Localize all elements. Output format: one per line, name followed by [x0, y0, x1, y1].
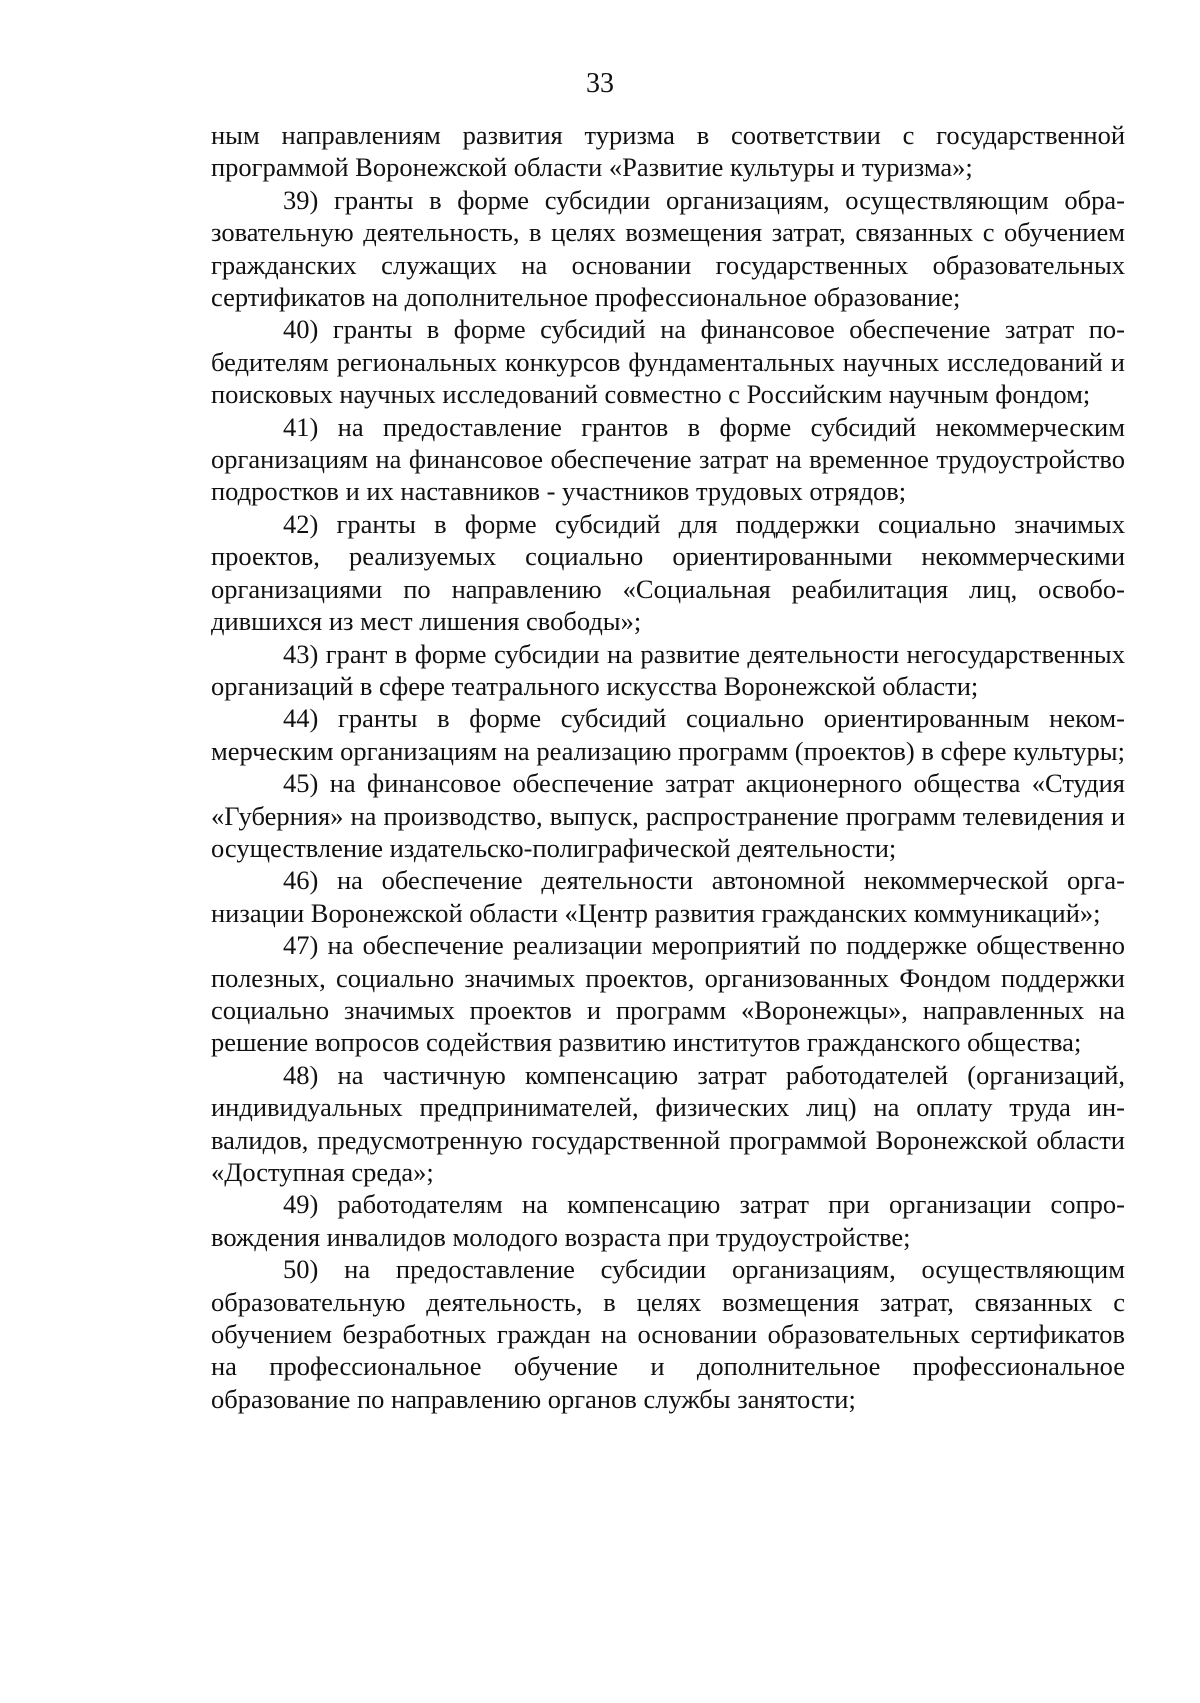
paragraph-item-47: 47) на обеспечение реализации мероприятий по поддержке общественно полезных, социально значимых проектов, организованных Фондом поддержки социально значимых проектов и программ «Воронежцы», направленных на решение вопросов содействия развитию институтов гражданского общества;	[211, 930, 1125, 1058]
paragraph-item-44: 44) гранты в форме субсидий социально ориентированным некоммерческим организациям на реализацию программ (проектов) в сфере культуры;	[211, 703, 1125, 766]
paragraph-item-39: 39) гранты в форме субсидии организациям, осуществляющим образовательную деятельность, в целях возмещения затрат, связанных с обучением гражданских служащих на основании государственных образовательных сертификатов на дополнительное профессиональное образование;	[211, 184, 1125, 313]
paragraph-item-46: 46) на обеспечение деятельности автономной некоммерческой организации Воронежской области «Центр развития гражданских коммуникаций»;	[211, 865, 1125, 928]
paragraph-item-40: 40) гранты в форме субсидий на финансовое обеспечение затрат победителям региональных конкурсов фундаментальных научных исследований и поисковых научных исследований совместно с Российским научным фондом;	[211, 314, 1125, 410]
paragraph-item-43: 43) грант в форме субсидии на развитие деятельности негосударственных организаций в сфере театрального искусства Воронежской области;	[211, 638, 1125, 701]
paragraph-item-45: 45) на финансовое обеспечение затрат акционерного общества «Студия «Губерния» на производство, выпуск, распространение программ телевидения и осуществление издательско-полиграфической деятельности;	[211, 768, 1125, 863]
paragraph-item-42: 42) гранты в форме субсидий для поддержки социально значимых проектов, реализуемых социально ориентированными некоммерческими организациями по направлению «Социальная реабилитация лиц, освободившихся из мест лишения свободы»;	[211, 508, 1125, 637]
document-body	[211, 119, 1125, 1415]
paragraph-item-48: 48) на частичную компенсацию затрат работодателей (организаций, индивидуальных предпринимателей, физических лиц) на оплату труда инвалидов, предусмотренную государственной программой Воронежской области «Доступная среда»;	[211, 1059, 1125, 1187]
page-number: 33	[586, 68, 614, 99]
paragraph-item-41: 41) на предоставление грантов в форме субсидий некоммерческим организациям на финансовое обеспечение затрат на временное трудоустройство подростков и их наставников - участников трудовых отрядов;	[211, 411, 1125, 507]
paragraph-item-49: 49) работодателям на компенсацию затрат при организации сопровождения инвалидов молодого возраста при трудоустройстве;	[211, 1189, 1125, 1252]
paragraph-continuation: ным направлениям развития туризма в соответствии с государственной программой Воронежской области «Развитие культуры и туризма»;	[211, 120, 1125, 183]
paragraph-item-50: 50) на предоставление субсидии организациям, осуществляющим образовательную деятельность, в целях возмещения затрат, связанных с обучением безработных граждан на основании образовательных сертификатов на профессиональное обучение и дополнительное профессиональное образование по направлению органов службы занятости;	[211, 1254, 1125, 1414]
